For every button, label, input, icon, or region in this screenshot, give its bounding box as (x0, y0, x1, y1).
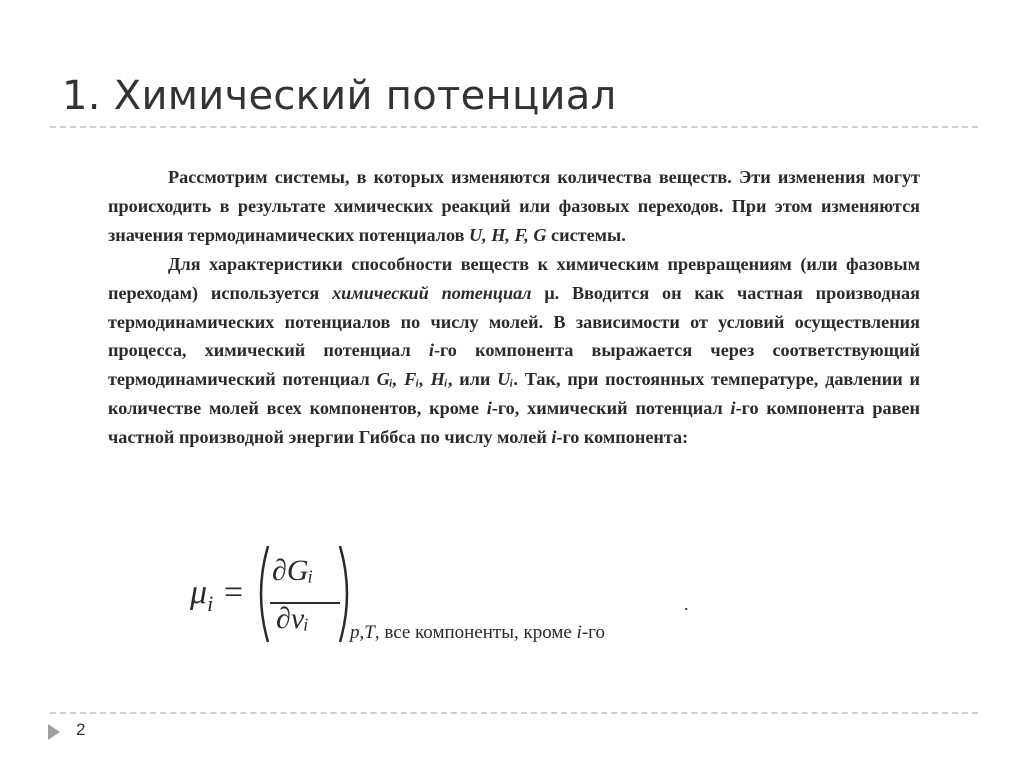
formula-numerator: ∂Gᵢ (272, 554, 314, 587)
p2-index-2: i (486, 398, 492, 419)
formula-denominator: ∂νᵢ (276, 602, 309, 635)
p2-internal-energy: Uᵢ (497, 369, 514, 390)
p1-variables: U, H, F, G (468, 224, 547, 245)
p2-text-f: -го, химический потенциал (491, 398, 731, 419)
condition-variables: p,T (350, 622, 375, 643)
slide-number: 2 (76, 720, 86, 739)
p1-text-b: системы. (546, 224, 626, 245)
p2-text-h: -го компонента: (556, 427, 689, 448)
p2-text-e: . Так, при постоянных температуре, давлении и количестве молей всех компонентов, кроме (108, 369, 920, 419)
slide-body (108, 163, 920, 452)
formula-equals: = (213, 574, 245, 611)
condition-index: i (576, 622, 582, 643)
p2-potentials: Gᵢ, Fᵢ, Hᵢ (376, 369, 448, 390)
paragraph-2 (108, 250, 920, 452)
p2-text-a: Для характеристики способности веществ к химическим превращениям (или фазовым переходам) используется (108, 253, 920, 303)
formula-trailing-dot: . (684, 594, 689, 614)
formula-mu-subscript: i (207, 591, 214, 616)
condition-end: -го (581, 622, 605, 643)
slide-title: 1. Химический потенциал (62, 73, 617, 119)
formula-conditions (350, 622, 605, 644)
p2-text-g: -го компонента равен частной производной энергии Гиббса по числу молей (108, 398, 920, 448)
condition-text: , все компоненты, кроме (374, 622, 577, 643)
p2-index-3: i (730, 398, 736, 419)
left-parenthesis (252, 544, 272, 644)
footer-divider (50, 712, 978, 714)
play-triangle-icon[interactable] (48, 724, 60, 740)
formula-lhs (190, 574, 245, 616)
p2-index-4: i (551, 427, 557, 448)
paragraph-1 (108, 163, 920, 250)
p2-index-1: i (428, 340, 434, 361)
chemical-potential-formula (190, 544, 710, 654)
p1-text-a: Рассмотрим системы, в которых изменяются количества веществ. Эти изменения могут происходить в результате химических реакций или фазовых переходов. При этом изменяются значения термодинамических потенциалов (108, 167, 920, 245)
title-divider (50, 126, 978, 128)
p2-text-c: -го компонента выражается через соответствующий термодинамический потенциал (108, 340, 920, 390)
formula-mu: μ (190, 574, 208, 611)
p2-term: химический потенциал (332, 282, 532, 303)
p2-text-d: , или (447, 369, 498, 390)
p2-text-b: μ. Вводится он как частная производная термодинамических потенциалов по числу молей. В зависимости от условий осуществления процесса, химический потенциал (108, 282, 920, 361)
